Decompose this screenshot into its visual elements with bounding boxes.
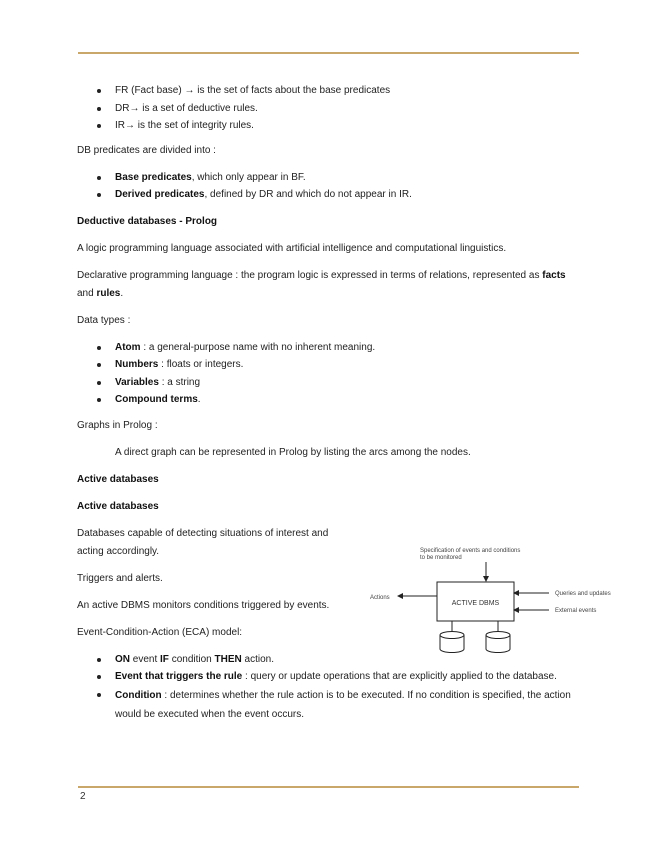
text: event <box>130 653 161 665</box>
graphs-description: A direct graph can be represented in Prolog by listing the arcs among the nodes. <box>115 446 471 458</box>
term: Atom <box>115 341 141 353</box>
term: Base predicates <box>115 171 192 183</box>
header-rule <box>78 52 579 54</box>
list-item: IR→ is the set of integrity rules. <box>77 117 577 135</box>
monitors-text: An active DBMS monitors conditions triggered by events. <box>77 599 330 611</box>
text: action. <box>241 653 274 665</box>
definition: , which only appear in BF. <box>191 171 306 183</box>
definition: : query or update operations that are explicitly applied to the database. <box>242 671 557 682</box>
definition: : a string <box>158 376 201 388</box>
list-item <box>77 391 577 409</box>
data-types-list <box>77 339 577 409</box>
definition: : a general-purpose name with no inherent meaning. <box>140 341 376 353</box>
definition: : floats or integers. <box>158 359 244 370</box>
term: Compound terms <box>115 394 198 405</box>
active-dbms-label: ACTIVE DBMS <box>451 600 500 607</box>
heading-prolog: Deductive databases - Prolog <box>77 215 218 227</box>
term: Condition <box>115 689 162 701</box>
definition: : determines whether the rule action is to be executed. If no condition is specified, the action would be executed when the event occurs. <box>115 689 571 720</box>
database-cylinder-icon <box>486 632 510 653</box>
definition: , defined by DR and which do not appear in IR. <box>204 189 412 200</box>
keyword: IF <box>160 653 169 665</box>
list-item <box>77 169 577 187</box>
rules-term: rules <box>96 287 121 299</box>
heading-active-databases: Active databases <box>77 473 159 485</box>
diagram-top-label-2: to be monitored <box>420 555 462 561</box>
database-cylinder-icon <box>440 632 464 653</box>
text: condition <box>168 653 215 665</box>
list-item <box>77 356 577 374</box>
queries-label: Queries and updates <box>555 591 611 597</box>
triggers-text: Triggers and alerts. <box>77 572 163 584</box>
term: Variables <box>115 376 159 388</box>
list-item: FR (Fact base) → is the set of facts about the base predicates <box>77 82 577 100</box>
fact-rule-list <box>77 82 577 135</box>
list-item <box>77 668 577 686</box>
list-item <box>77 186 577 204</box>
definition: . <box>197 394 201 405</box>
declarative-paragraph <box>77 267 577 303</box>
facts-term: facts <box>542 269 566 281</box>
list-item <box>77 686 577 724</box>
list-item: DR→ is a set of deductive rules. <box>77 100 577 118</box>
list-item <box>77 339 577 357</box>
text: . <box>120 287 124 299</box>
subheading-active-databases: Active databases <box>77 500 159 512</box>
page-number: 2 <box>80 791 86 802</box>
term: Event that triggers the rule <box>115 671 243 682</box>
predicate-list <box>77 169 577 204</box>
actions-label: Actions <box>370 595 390 601</box>
footer-rule <box>78 786 579 788</box>
keyword: ON <box>115 653 130 665</box>
data-types-label: Data types : <box>77 314 131 326</box>
text: Declarative programming language : the program logic is expressed in terms of relations, represented as <box>77 269 543 281</box>
diagram-top-label-1: Specification of events and conditions <box>420 548 521 554</box>
active-dbms-diagram <box>366 545 626 660</box>
prolog-description: A logic programming language associated with artificial intelligence and computational linguistics. <box>77 242 507 254</box>
list-item <box>77 374 577 392</box>
term: Numbers <box>115 359 159 370</box>
eca-list <box>77 651 577 724</box>
term: Derived predicates <box>115 189 205 200</box>
diagram-svg <box>366 545 626 660</box>
db-predicates-intro: DB predicates are divided into : <box>77 144 216 156</box>
keyword: THEN <box>214 653 242 665</box>
graphs-label: Graphs in Prolog : <box>77 419 158 431</box>
external-events-label: External events <box>555 608 597 614</box>
eca-label: Event-Condition-Action (ECA) model: <box>77 626 243 638</box>
text: and <box>77 287 97 299</box>
active-description: Databases capable of detecting situations of interest and acting accordingly. <box>77 527 329 557</box>
